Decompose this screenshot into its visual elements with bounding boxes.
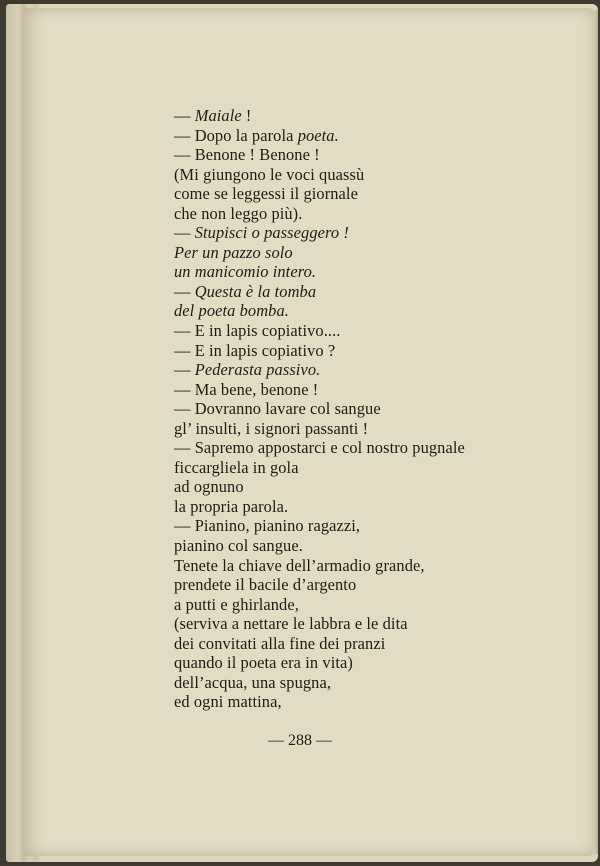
page-edge [594, 10, 598, 854]
poem-line [174, 262, 514, 282]
poem-line [174, 477, 514, 497]
poem-line-text: prendete il bacile d’argento [174, 575, 357, 595]
poem-line-text: (serviva a nettare le labbra e le dita [174, 614, 408, 634]
poem-line-text: — E in lapis copiativo ? [174, 340, 336, 360]
poem-line-text: — [174, 223, 195, 243]
poem-line-text: che non leggo più). [174, 203, 303, 223]
poem-line-text: — [174, 360, 195, 380]
poem-line-italic: Maiale [194, 106, 242, 125]
poem-line [174, 653, 514, 673]
poem-line-text: dell’acqua, una spugna, [174, 672, 332, 692]
poem-line-text: ficcargliela in gola [174, 457, 299, 477]
poem-line-text: come se leggessi il giornale [174, 184, 358, 204]
poem-line [174, 106, 514, 126]
page-number: — 288 — [268, 732, 332, 749]
poem-line [174, 145, 514, 165]
poem-line-italic: Pederasta passivo. [194, 360, 321, 380]
poem-line-text: la propria parola. [174, 496, 289, 516]
poem-line-text: pianino col sangue. [174, 536, 303, 556]
poem-line-text: dei convitati alla fine dei pranzi [174, 633, 386, 653]
poem-line-text: ad ognuno [174, 477, 244, 497]
poem-line [174, 536, 514, 556]
poem-line [174, 634, 514, 654]
poem-line-text: quando il poeta era in vita) [174, 653, 353, 673]
poem-line [174, 458, 514, 478]
poem-line [174, 419, 514, 439]
poem-line-text: — E in lapis copiativo.... [174, 321, 341, 341]
poem-line [174, 243, 514, 263]
poem-line-text: — Pianino, pianino ragazzi, [174, 516, 361, 536]
poem-line [174, 438, 514, 458]
poem-line-text: — Ma bene, benone ! [174, 379, 319, 399]
poem-line [174, 360, 514, 380]
poem-line [174, 614, 514, 634]
poem-line [174, 282, 514, 302]
poem-line [174, 399, 514, 419]
poem-line [174, 575, 514, 595]
poem-line-italic: Questa è la tomba [194, 281, 317, 301]
poem-line-text: — Dopo la parola [174, 125, 298, 145]
poem-line-text: — Dovranno lavare col sangue [174, 399, 381, 419]
poem-line [174, 126, 514, 146]
poem-line [174, 497, 514, 517]
poem-line-text: — Sapremo appostarci e col nostro pugnale [174, 438, 465, 458]
poem-line [174, 341, 514, 361]
poem-line [174, 165, 514, 185]
poem-line-text: — [174, 106, 195, 125]
poem-line [174, 516, 514, 536]
poem-line-text: gl’ insulti, i signori passanti ! [174, 418, 369, 438]
poem-line-text: (Mi giungono le voci quassù [174, 164, 365, 184]
poem-line-text: ed ogni mattina, [174, 692, 282, 712]
poem-line-text: Tenete la chiave dell’armadio grande, [174, 555, 425, 575]
poem-line [174, 204, 514, 224]
poem-line [174, 223, 514, 243]
poem-line [174, 556, 514, 576]
poem-line-italic: un manicomio intero. [174, 262, 317, 282]
poem-line-text: — Benone ! Benone ! [174, 145, 320, 165]
poem-line-italic: poeta. [297, 125, 339, 145]
poem-line-text: — [174, 281, 195, 301]
poem-line [174, 184, 514, 204]
poem-line [174, 595, 514, 615]
poem-line-text: a putti e ghirlande, [174, 594, 299, 614]
poem-line [174, 673, 514, 693]
poem-line-italic: del poeta bomba. [174, 301, 289, 321]
poem-line-text: ! [241, 106, 252, 125]
poem-line [174, 301, 514, 321]
poem-line-italic: Stupisci o passeggero ! [194, 223, 349, 243]
poem-line [174, 692, 514, 712]
poem-line [174, 380, 514, 400]
poem-text [174, 106, 514, 712]
poem-line-italic: Per un pazzo solo [174, 242, 293, 262]
poem-line [174, 321, 514, 341]
